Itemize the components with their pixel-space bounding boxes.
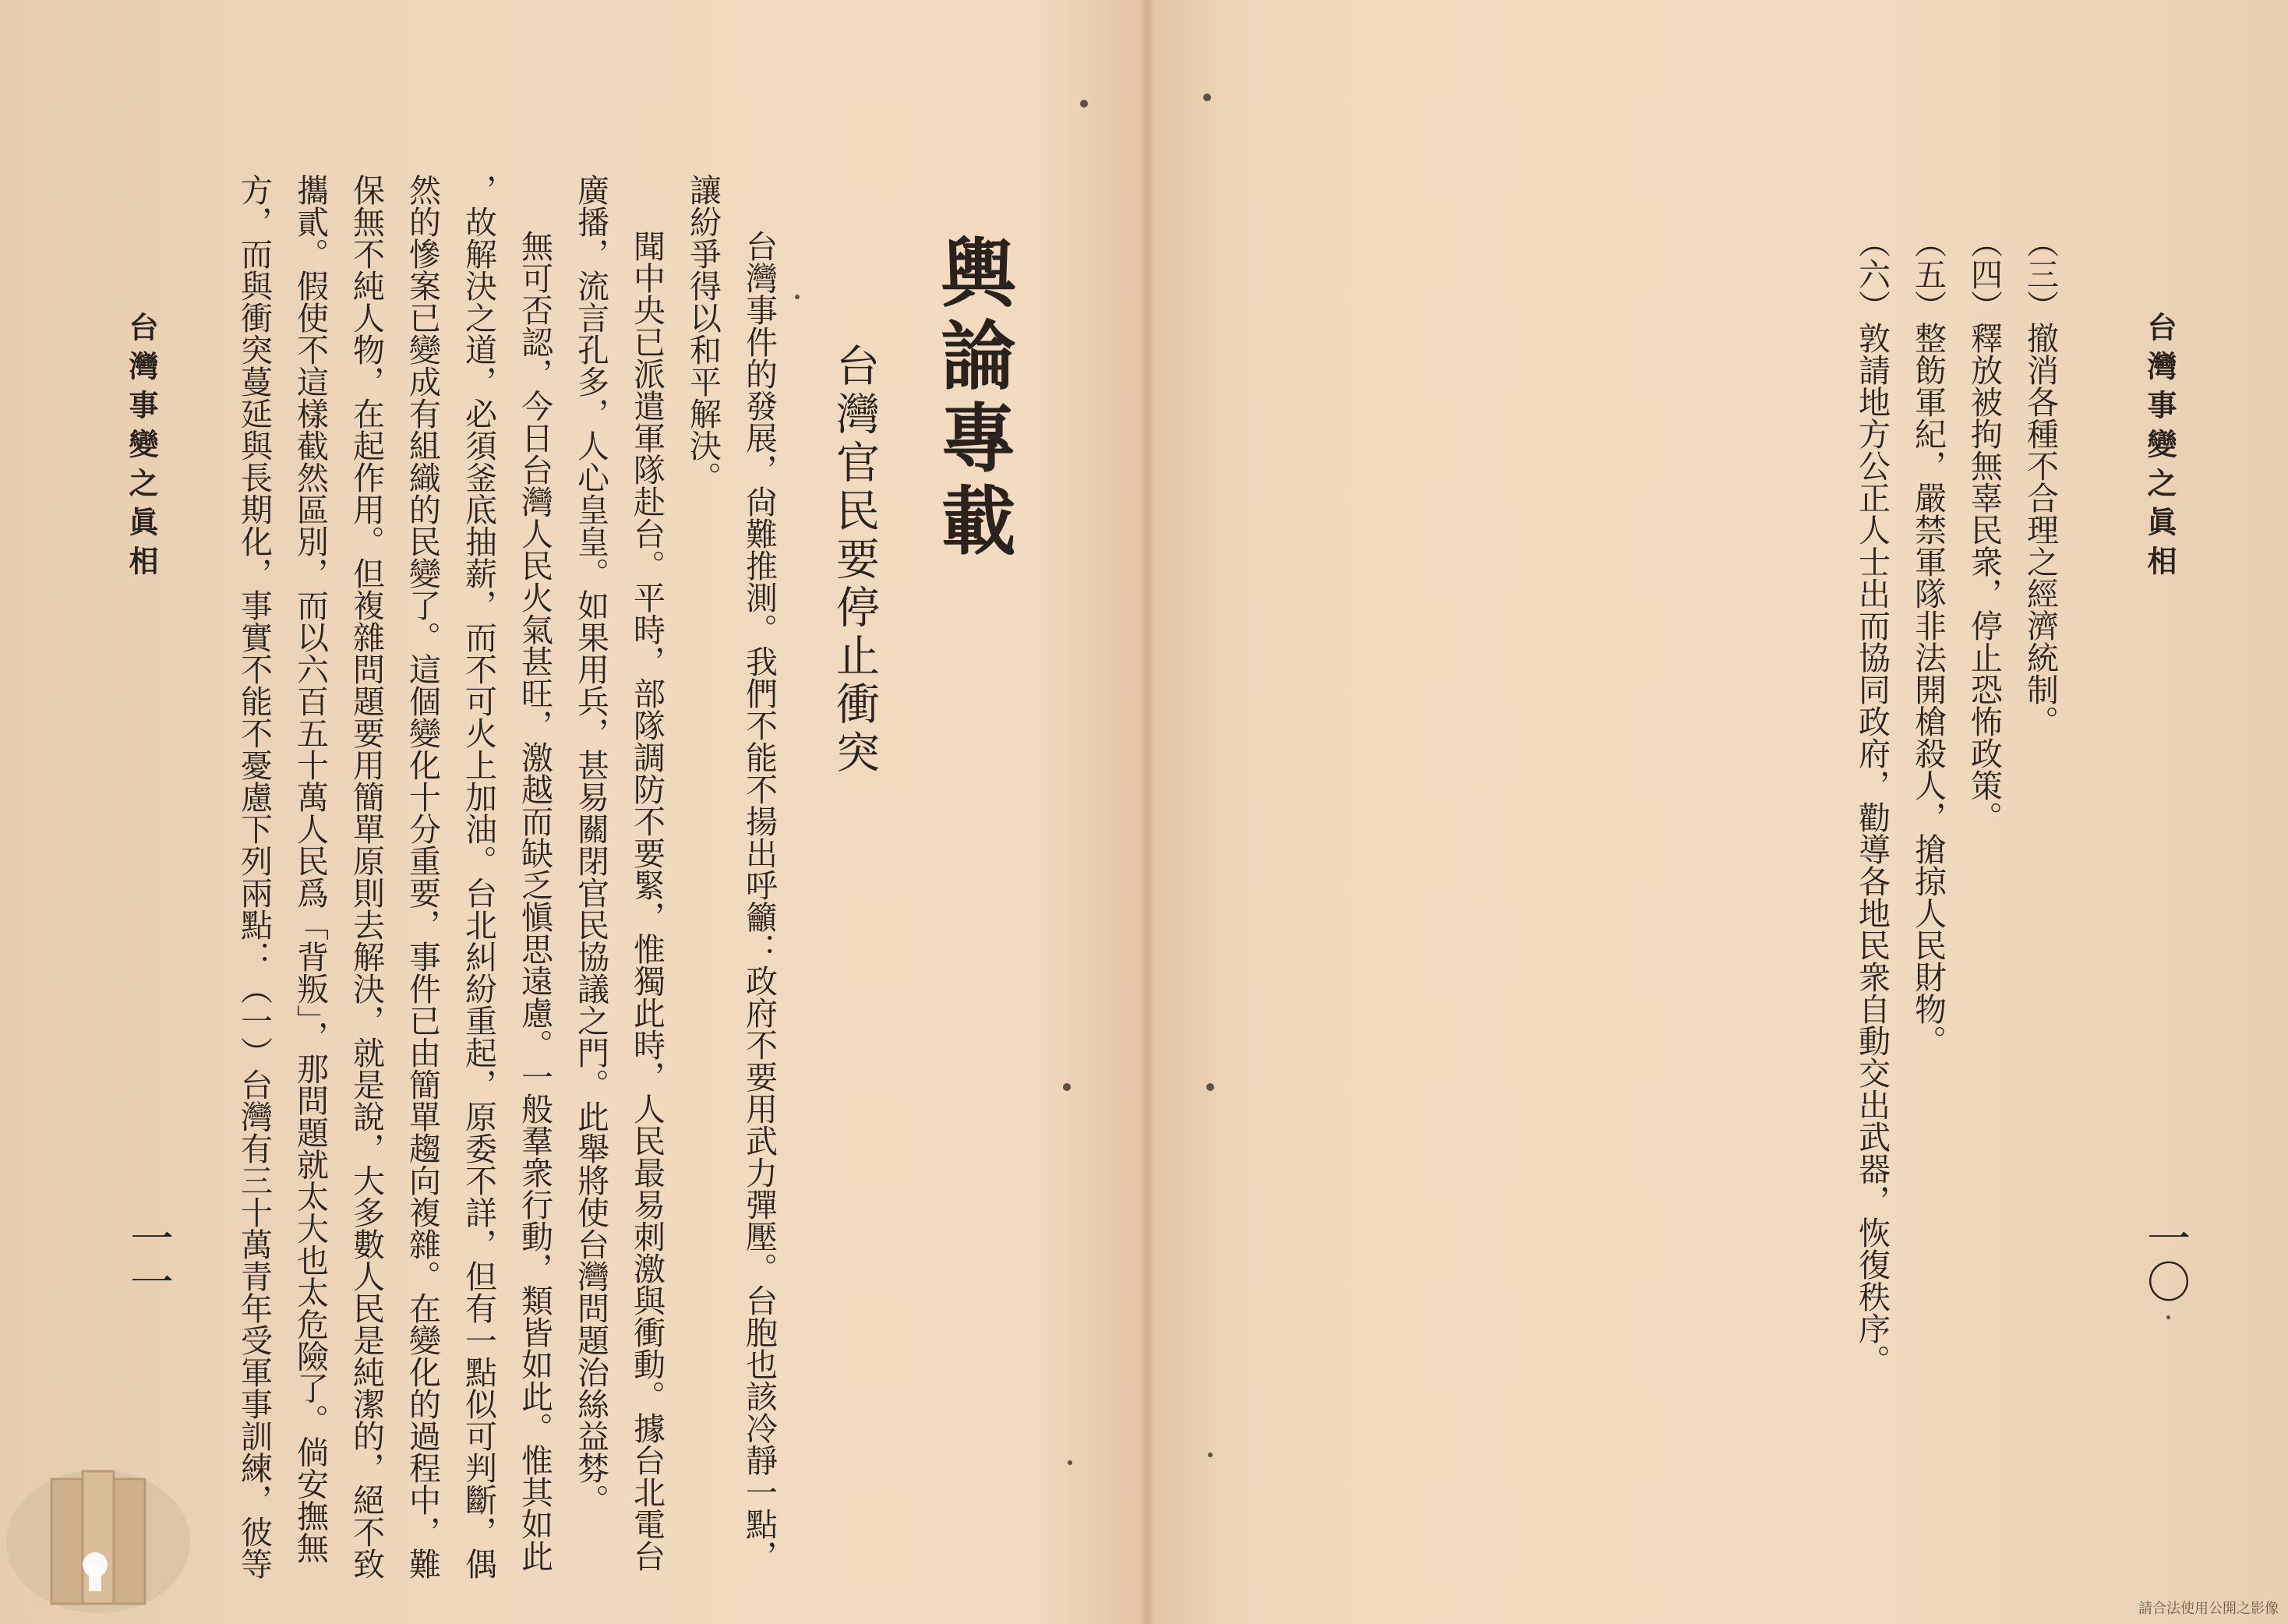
paper-speck: [1068, 1460, 1072, 1465]
paper-speck: [795, 295, 800, 299]
paper-speck: [1208, 1453, 1213, 1457]
paper-speck: [1080, 100, 1088, 108]
body-column-2: 讓紛爭得以和平解決。: [684, 174, 722, 493]
body-column-10: 方，而與衝突蔓延與長期化，事實不能不憂慮下列兩點：（一）台灣有三十萬青年受軍事訓練，彼等: [235, 174, 273, 1580]
body-column-7: 然的慘案已變成有組織的民變了。這個變化十分重要，事件已由簡單趨向複雜。在變化的過程中，難: [404, 174, 441, 1580]
article-title: 輿論專載: [929, 234, 1017, 564]
library-logo: [5, 1448, 192, 1619]
list-item-4: （四）釋放被拘無辜民衆，停止恐怖政策。: [1965, 226, 2003, 833]
body-column-9: 攜貳。假使不這樣截然區別，而以六百五十萬人民爲「背叛」，那問題就太大也太危險了。倘安撫無: [291, 174, 329, 1564]
body-column-8: 保無不純人物，在起作用。但複雜問題要用簡單原則去解決，就是說，大多數人民是純潔的，絕不致: [348, 174, 385, 1580]
article-subtitle: 台灣官民要停止衝突: [829, 343, 880, 778]
paper-speck: [2166, 1315, 2170, 1319]
body-column-1: 台灣事件的發展，尙難推測。我們不能不揚出呼籲：政府不要用武力彈壓。台胞也該冷靜一點，: [740, 230, 778, 1572]
body-column-4: 廣播，流言孔多，人心皇皇。如果用兵，甚易關閉官民協議之門。此舉將使台灣問題治絲益棼。: [572, 174, 609, 1516]
copyright-watermark: 請合法使用公開之影像: [2138, 1601, 2279, 1617]
paper-speck: [1206, 1083, 1214, 1091]
running-head-right: 台灣事變之眞相: [2142, 312, 2177, 584]
body-column-6: ，故解決之道，必須釜底抽薪，而不可火上加油。台北糾紛重起，原委不詳，但有一點似可判斷，偶: [460, 174, 497, 1580]
right-page: [1150, 0, 2288, 1624]
page-number-right: 一〇: [2140, 1216, 2191, 1303]
list-item-6: （六）敦請地方公正人士出而協同政府，勸導各地民衆自動交出武器，恢復秩序。: [1853, 226, 1891, 1376]
paper-speck: [1203, 94, 1211, 101]
list-item-5: （五）整飭軍紀，嚴禁軍隊非法開槍殺人，搶掠人民財物。: [1909, 226, 1947, 1057]
list-item-3: （三）撤消各種不合理之經濟統制。: [2021, 226, 2059, 737]
body-column-3: 聞中央已派遣軍隊赴台。平時，部隊調防不要緊，惟獨此時，人民最易刺激與衝動。據台北電台: [628, 230, 666, 1572]
paper-speck: [1063, 1083, 1071, 1091]
running-head-left: 台灣事變之眞相: [124, 312, 159, 584]
body-column-5: 無可否認，今日台灣人民火氣甚旺，激越而缺乏愼思遠慮。一般羣衆行動，類皆如此。惟其如此: [516, 230, 553, 1572]
page-number-left: 一一: [123, 1216, 174, 1303]
